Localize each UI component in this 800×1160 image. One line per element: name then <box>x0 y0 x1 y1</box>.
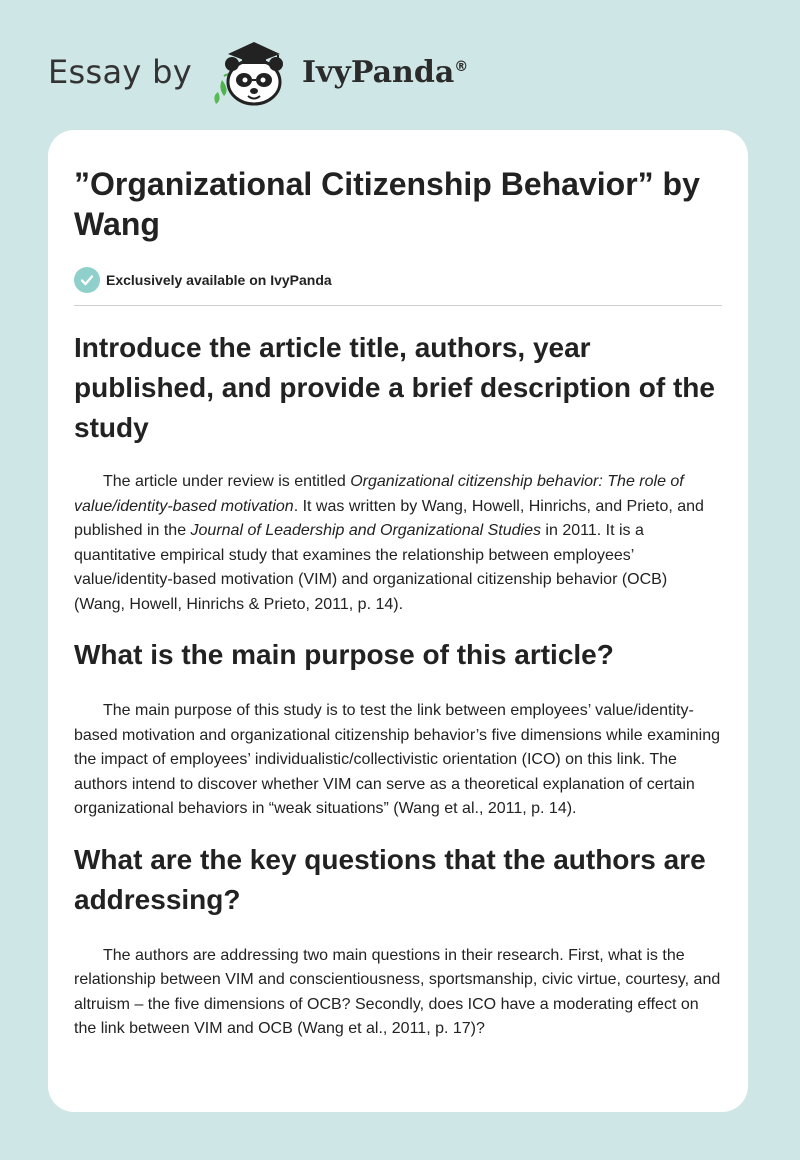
section-heading: Introduce the article title, authors, year published, and provide a brief description of the study <box>74 332 715 443</box>
brand-prefix: Essay by <box>48 53 192 91</box>
divider <box>74 305 722 306</box>
essay-card <box>48 130 748 1112</box>
panda-logo-icon[interactable] <box>208 36 300 108</box>
section-paragraph: The article under review is entitled Organizational citizenship behavior: The role of value/identity-based motivation. It was written by Wang, Howell, Hinrichs, and Prieto, and published in the Journal of Leadership and Organizational Studies in 2011. It is a quantitative empirical study that examines the relationship between employees’ value/identity-based motivation (VIM) and organizational citizenship behavior (OCB) (Wang, Howell, Hinrichs & Prieto, 2011, p. 14). <box>74 473 704 613</box>
section-heading: What are the key questions that the authors are addressing? <box>74 843 706 915</box>
check-icon <box>74 267 100 293</box>
journal-title-citation: Journal of Leadership and Organizational Studies <box>190 522 541 539</box>
exclusive-badge <box>74 266 722 294</box>
badge-label: Exclusively available on IvyPanda <box>106 272 332 288</box>
section-heading: What is the main purpose of this article? <box>74 639 614 670</box>
essay-title: ”Organizational Citizenship Behavior” by Wang <box>74 166 700 242</box>
essay-content <box>74 164 722 1042</box>
brand-name[interactable]: IvyPanda® <box>301 54 469 90</box>
site-header <box>48 36 468 108</box>
article-title-citation: Organizational citizenship behavior: The role of value/identity-based motivation <box>74 473 684 515</box>
section-paragraph: The main purpose of this study is to test the link between employees’ value/identity-based motivation and organizational citizenship behavior’s five dimensions while examining the impact of employees’ individualistic/collectivistic orientation (ICO) on this link. The authors intend to discover whether VIM can serve as a theoretical explanation of certain organizational behaviors in “weak situations” (Wang et al., 2011, p. 14). <box>74 702 720 817</box>
section-paragraph: The authors are addressing two main questions in their research. First, what is the relationship between VIM and conscientiousness, sportsmanship, civic virtue, courtesy, and altruism – the five dimensions of OCB? Secondly, does ICO have a moderating effect on the link between VIM and OCB (Wang et al., 2011, p. 17)? <box>74 946 721 1037</box>
